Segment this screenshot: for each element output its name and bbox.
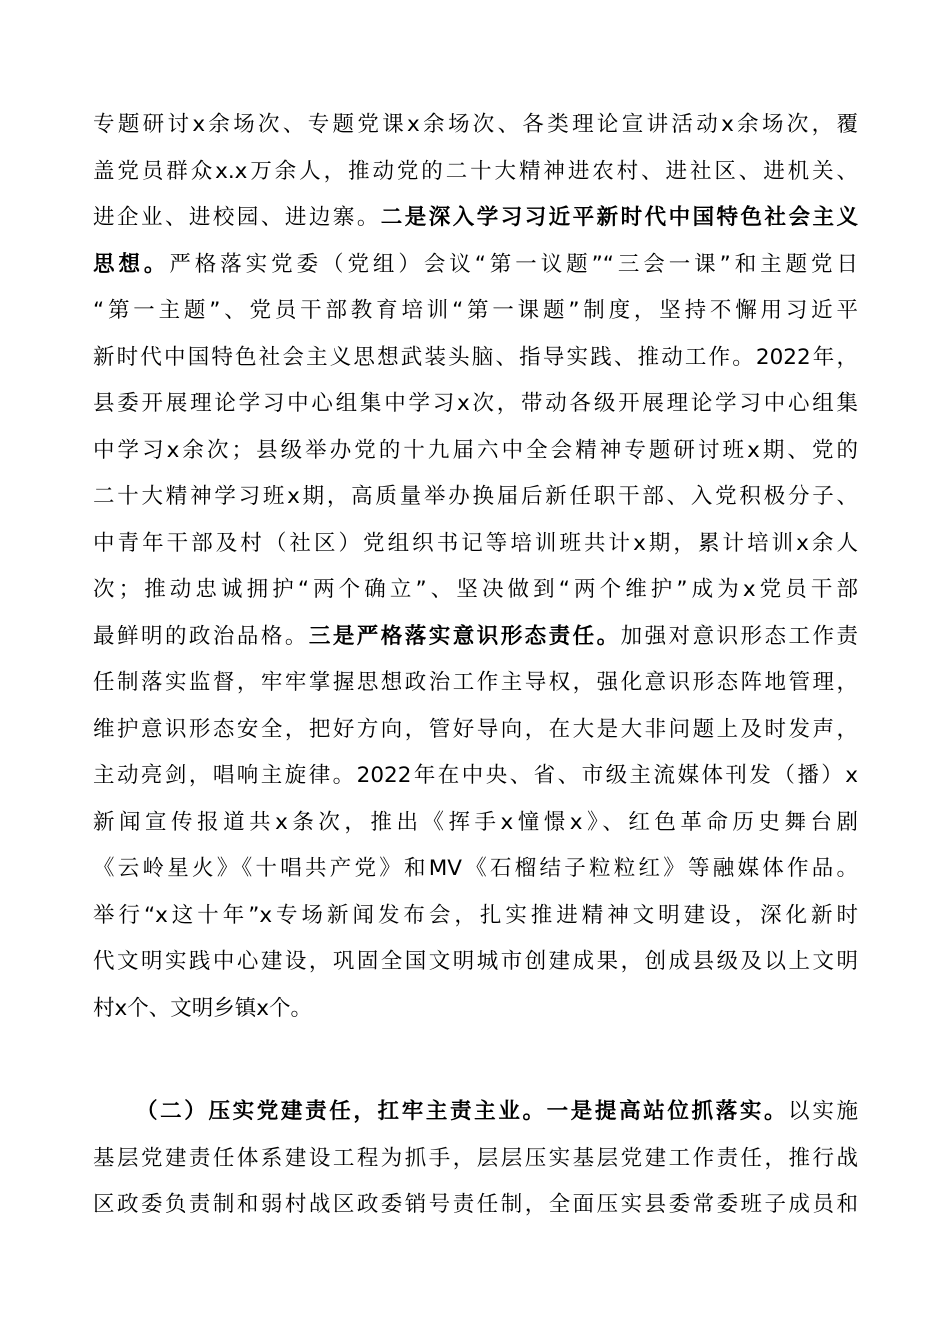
text-run: 县委开展理论学习中心组集中学习x次，带动各级开展理论学习中心组集 [93,391,858,416]
text-run: 进企业、进校园、进边寨。 [93,205,381,230]
text-line [93,660,858,707]
text-line [93,521,858,568]
text-line [93,381,858,428]
text-line [93,335,858,382]
text-line [93,288,858,335]
text-line [93,753,858,800]
text-run: 专题研讨x余场次、专题党课x余场次、各类理论宣讲活动x余场次，覆 [93,112,858,137]
text-run: 新时代中国特色社会主义思想武装头脑、指导实践、推动工作。2022年， [93,344,858,370]
text-run: 区政委负责制和弱村战区政委销号责任制，全面压实县委常委班子成员和 [93,1192,858,1217]
text-line [93,1182,858,1229]
bold-text-run: （二）压实党建责任，扛牢主责主业。一是提高站位抓落实。 [136,1099,789,1124]
text-run: 中青年干部及村（社区）党组织书记等培训班共计x期，累计培训x余人 [93,530,858,556]
text-run: 维护意识形态安全，把好方向，管好导向，在大是大非问题上及时发声， [93,716,858,742]
text-line [93,707,858,754]
text-line [93,242,858,289]
text-line [93,800,858,847]
text-line [93,1089,858,1136]
text-line [93,846,858,893]
text-run: 新闻宣传报道共x条次，推出《挥手x憧憬x》、红色革命历史舞台剧 [93,809,858,835]
text-run: 以实施 [788,1099,858,1124]
text-line [93,893,858,940]
bold-text-run: 思想。 [93,251,170,277]
bold-text-run: 三是严格落实意识形态责任。 [308,623,621,649]
text-line [93,474,858,521]
text-line [93,1136,858,1183]
text-line [93,149,858,196]
text-line [93,428,858,475]
text-line [93,614,858,661]
bold-text-run: 二是深入学习习近平新时代中国特色社会主义 [380,205,858,230]
text-run: 主动亮剑，唱响主旋律。2022年在中央、省、市级主流媒体刊发（播）x [93,763,858,788]
text-run: 加强对意识形态工作责 [620,623,858,649]
text-run: 村x个、文明乡镇x个。 [93,995,312,1021]
text-line [93,567,858,614]
text-run: 严格落实党委（党组）会议“第一议题”“三会一课”和主题党日 [169,251,858,277]
text-run: 任制落实监督，牢牢掌握思想政治工作主导权，强化意识形态阵地管理， [93,670,858,695]
text-run: 《云岭星火》《十唱共产党》和MV《石榴结子粒粒红》等融媒体作品。 [93,856,858,881]
text-run: “第一主题”、党员干部教育培训“第一课题”制度，坚持不懈用习近平 [93,298,858,323]
text-run: 最鲜明的政治品格。 [93,623,309,649]
text-line [93,986,858,1033]
paragraph-1 [93,102,858,1032]
text-run: 中学习x余次；县级举办党的十九届六中全会精神专题研讨班x期、党的 [93,437,858,463]
text-run: 基层党建责任体系建设工程为抓手，层层压实基层党建工作责任，推行战 [93,1145,858,1171]
paragraph-2 [93,1089,858,1229]
text-run: 次；推动忠诚拥护“两个确立”、坚决做到“两个维护”成为x党员干部 [93,577,858,602]
text-run: 盖党员群众x.x万余人，推动党的二十大精神进农村、进社区、进机关、 [93,158,858,184]
text-line [93,195,858,242]
text-run: 代文明实践中心建设，巩固全国文明城市创建成果，创成县级及以上文明 [93,949,858,974]
text-run: 举行“x这十年”x专场新闻发布会，扎实推进精神文明建设，深化新时 [93,902,858,928]
text-line [93,102,858,149]
text-line [93,939,858,986]
text-run: 二十大精神学习班x期，高质量举办换届后新任职干部、入党积极分子、 [93,484,858,509]
